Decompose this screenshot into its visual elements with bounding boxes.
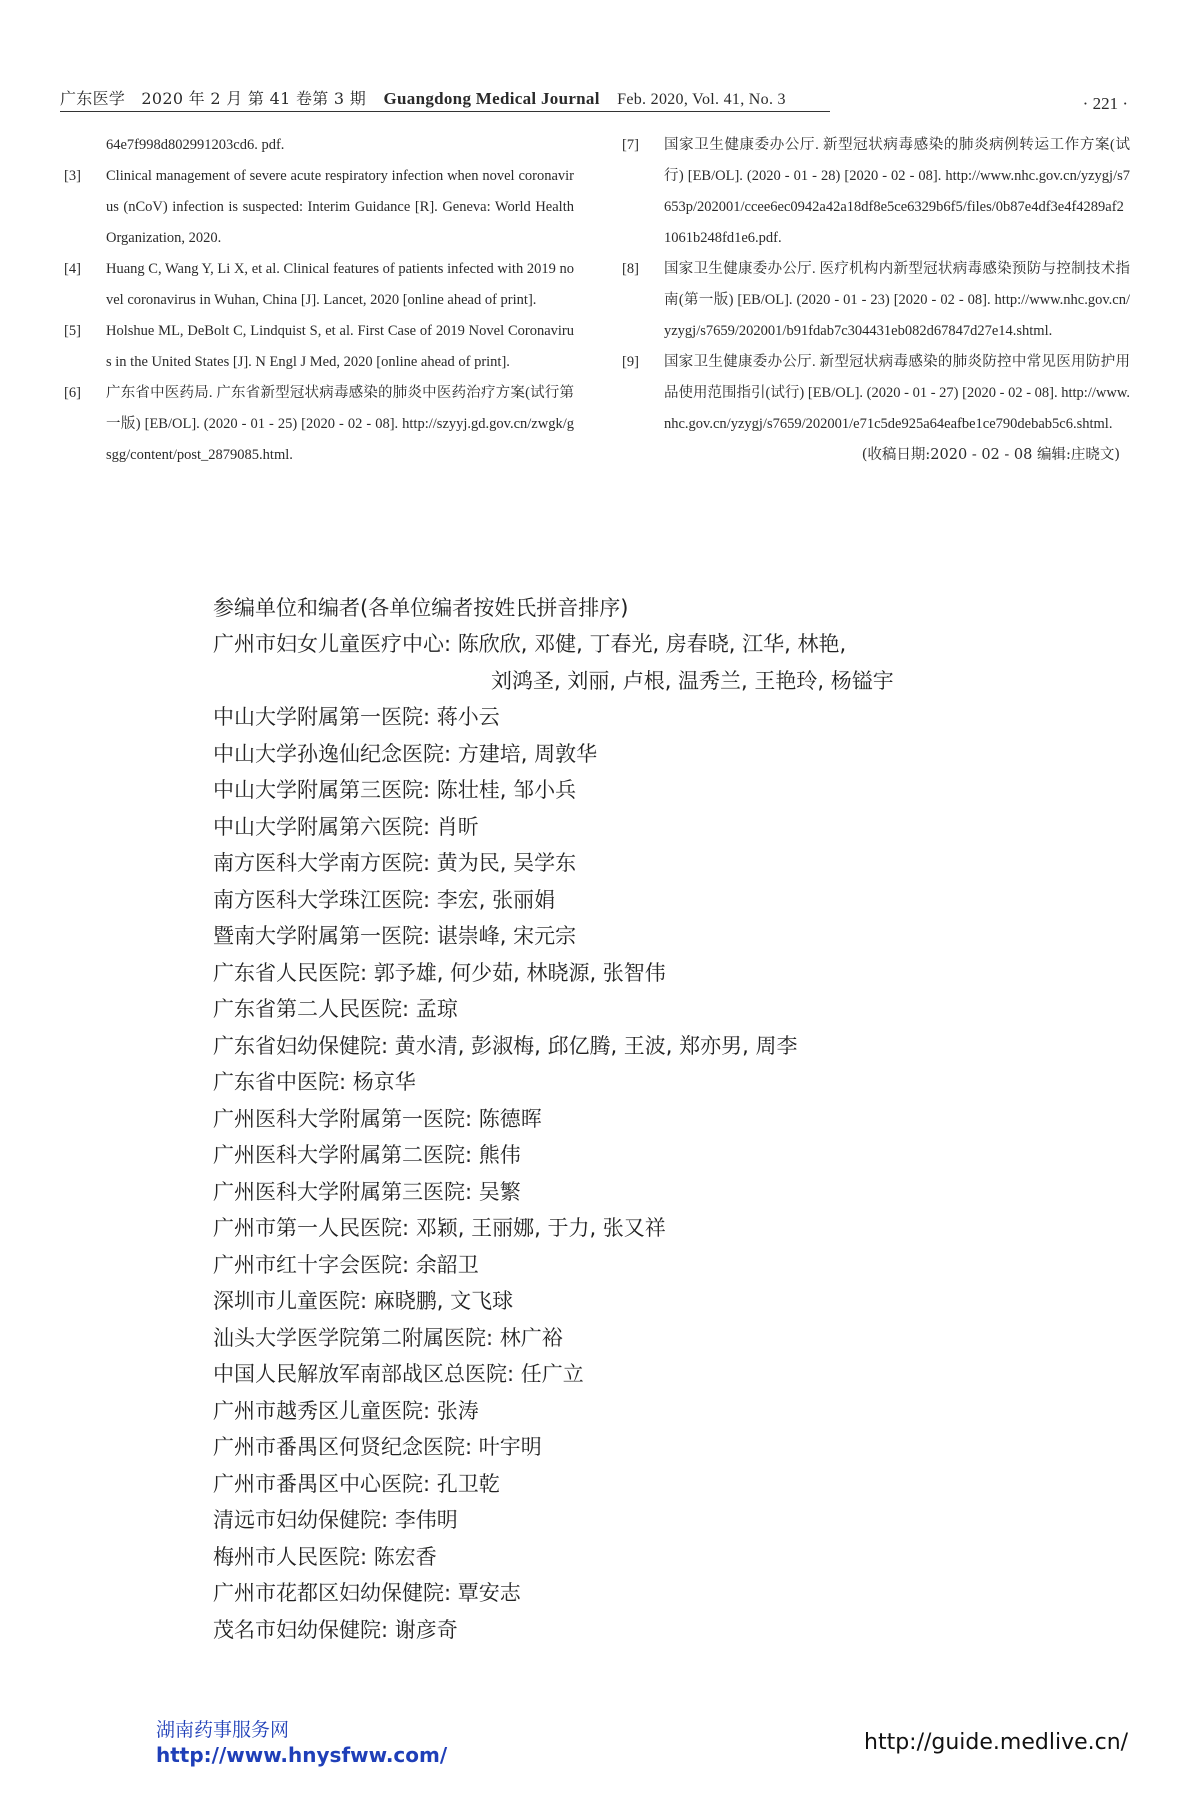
contributor-row: 暨南大学附属第一医院: 谌崇峰, 宋元宗 (213, 924, 577, 948)
contributors-section (213, 590, 1113, 1648)
reference-text: 国家卫生健康委办公厅. 新型冠状病毒感染的肺炎防控中常见医用防护用品使用范围指引(试行) [EB/OL]. (2020 - 01 - 27) [2020 - 02 - 08]. http://www.nhc.gov.cn/yzygj/s7659/202001/e71c5de925a64eafbe1ce790debab5c6.shtml. (664, 354, 1130, 432)
contributor-row: 中山大学孙逸仙纪念医院: 方建培, 周敦华 (213, 741, 598, 766)
reference-item (622, 130, 1130, 254)
reference-text: 广东省中医药局. 广东省新型冠状病毒感染的肺炎中医药治疗方案(试行第一版) [EB/OL]. (2020 - 01 - 25) [2020 - 02 - 08]. http://szyyj.gd.gov.cn/zwgk/gsgg/content/post_2879085.html. (106, 385, 574, 463)
references-right-column (622, 130, 1130, 471)
reference-text: Clinical management of severe acute respiratory infection when novel coronavirus (nCoV) infection is suspected: Interim Guidance [R]. Geneva: World Health Organization, 2020. (106, 168, 574, 246)
reference-item (622, 254, 1130, 347)
contributor-row: 南方医科大学南方医院: 黄为民, 吴学东 (213, 851, 577, 875)
header-left (60, 86, 786, 109)
reference-number: [3] (64, 168, 81, 184)
contributor-row: 深圳市儿童医院: 麻晓鹏, 文飞球 (213, 1289, 514, 1313)
contributor-row: 广东省人民医院: 郭予雄, 何少茹, 林晓源, 张智伟 (213, 960, 666, 985)
contributor-row: 中山大学附属第一医院: 蒋小云 (213, 705, 500, 729)
contributors-title: 参编单位和编者(各单位编者按姓氏拼音排序) (213, 596, 629, 620)
reference-number: [6] (64, 385, 81, 401)
footer-watermark-left (156, 1718, 447, 1768)
journal-name-en: Guangdong Medical Journal (383, 89, 600, 108)
reference-continuation: 64e7f998d802991203cd6. pdf. (106, 137, 285, 153)
reference-text: Huang C, Wang Y, Li X, et al. Clinical features of patients infected with 2019 novel coronavirus in Wuhan, China [J]. Lancet, 2020 [online ahead of print]. (106, 261, 574, 308)
contributor-row: 广东省第二人民医院: 孟琼 (213, 997, 458, 1021)
contributor-row: 广州市第一人民医院: 邓颖, 王丽娜, 于力, 张又祥 (213, 1216, 666, 1240)
contributor-row: 清远市妇幼保健院: 李伟明 (213, 1508, 458, 1532)
contributor-row: 广州医科大学附属第二医院: 熊伟 (213, 1143, 521, 1167)
received-date-editor: (收稿日期:2020 - 02 - 08 编辑:庄晓文) (861, 447, 1120, 463)
reference-text: 国家卫生健康委办公厅. 医疗机构内新型冠状病毒感染预防与控制技术指南(第一版) [EB/OL]. (2020 - 01 - 23) [2020 - 02 - 08]. http://www.nhc.gov.cn/yzygj/s7659/202001/b91fdab7c304431eb082d67847d27e14.shtml. (664, 261, 1130, 339)
journal-name-cn: 广东医学 (60, 89, 126, 108)
contributor-row: 广州市番禺区何贤纪念医院: 叶宇明 (213, 1435, 542, 1459)
contributor-row: 茂名市妇幼保健院: 谢彦奇 (213, 1617, 458, 1642)
footer-site-name: 湖南药事服务网 (156, 1719, 290, 1741)
reference-item (64, 161, 574, 254)
contributor-row: 中山大学附属第六医院: 肖昕 (213, 814, 479, 839)
contributor-row: 南方医科大学珠江医院: 李宏, 张丽娟 (213, 887, 556, 912)
reference-item (64, 378, 574, 471)
contributor-row: 广州市越秀区儿童医院: 张涛 (213, 1398, 479, 1423)
contributor-row: 广州市妇女儿童医疗中心: 陈欣欣, 邓健, 丁春光, 房春晓, 江华, 林艳, (213, 632, 847, 656)
contributors-list (213, 626, 1113, 1648)
footer-site-url[interactable]: http://www.hnysfww.com/ (156, 1743, 448, 1767)
reference-text: 国家卫生健康委办公厅. 新型冠状病毒感染的肺炎病例转运工作方案(试行) [EB/OL]. (2020 - 01 - 28) [2020 - 02 - 08]. http://www.nhc.gov.cn/yzygj/s7653p/202001/ccee6ec0942a42a18df8e5ce6329b6f5/files/0b87e4df3e4f4289af21061b248fd1e6.pdf. (664, 137, 1130, 246)
contributor-row: 广州医科大学附属第一医院: 陈德晖 (213, 1106, 542, 1131)
contributor-row: 广州医科大学附属第三医院: 吴繁 (213, 1179, 521, 1204)
contributor-row-continued: 刘鸿圣, 刘丽, 卢根, 温秀兰, 王艳玲, 杨镒宇 (491, 668, 894, 693)
contributor-row: 梅州市人民医院: 陈宏香 (213, 1544, 437, 1569)
reference-item (64, 254, 574, 316)
reference-item (622, 347, 1130, 440)
header-rule (60, 111, 830, 112)
contributor-row: 广东省妇幼保健院: 黄水清, 彭淑梅, 邱亿腾, 王波, 郑亦男, 周李 (213, 1033, 798, 1058)
contributor-row: 中国人民解放军南部战区总医院: 任广立 (213, 1362, 584, 1386)
issue-info-en: Feb. 2020, Vol. 41, No. 3 (617, 91, 786, 108)
issue-info-cn: 2020 年 2 月 第 41 卷第 3 期 (141, 89, 367, 108)
reference-number: [8] (622, 261, 639, 277)
contributor-row: 汕头大学医学院第二附属医院: 林广裕 (213, 1325, 563, 1350)
reference-number: [9] (622, 354, 639, 370)
references-left-column (64, 130, 574, 471)
reference-number: [7] (622, 137, 639, 153)
page-number: · 221 · (1082, 94, 1128, 113)
contributor-row: 中山大学附属第三医院: 陈壮桂, 邹小兵 (213, 778, 577, 802)
reference-text: Holshue ML, DeBolt C, Lindquist S, et al. First Case of 2019 Novel Coronavirus in the United States [J]. N Engl J Med, 2020 [online ahead of print]. (106, 323, 574, 370)
reference-item (64, 316, 574, 378)
contributor-row: 广州市番禺区中心医院: 孔卫乾 (213, 1471, 500, 1496)
footer-watermark-right[interactable]: http://guide.medlive.cn/ (864, 1730, 1129, 1755)
contributor-row: 广州市花都区妇幼保健院: 覃安志 (213, 1581, 521, 1605)
contributor-row: 广州市红十字会医院: 余韶卫 (213, 1252, 479, 1277)
reference-number: [5] (64, 323, 81, 339)
contributor-row: 广东省中医院: 杨京华 (213, 1070, 416, 1094)
reference-number: [4] (64, 261, 81, 277)
